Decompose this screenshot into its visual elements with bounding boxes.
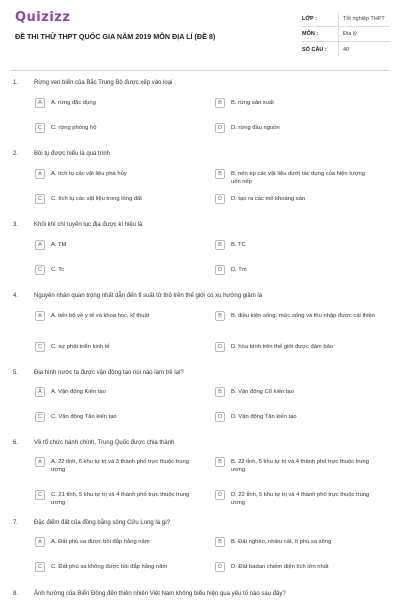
option-a[interactable]	[35, 98, 195, 108]
question-3	[10, 222, 390, 228]
option-text: C. Tc	[51, 267, 65, 273]
option-a[interactable]	[35, 240, 195, 250]
question-1	[10, 80, 390, 86]
option-d[interactable]	[215, 265, 375, 275]
option-c[interactable]	[35, 194, 195, 204]
option-letter-box: A	[35, 387, 45, 397]
meta-label: LỚP :	[302, 16, 317, 22]
option-letter-box: B	[215, 169, 225, 179]
meta-row-count	[302, 42, 390, 57]
option-b[interactable]	[215, 240, 375, 250]
question-number: 8.	[13, 591, 19, 597]
option-d[interactable]	[215, 412, 375, 422]
question-number: 4.	[13, 293, 19, 299]
option-text: C. Vận động Tân kiến tạo	[51, 414, 117, 420]
option-c[interactable]	[35, 562, 195, 572]
option-text: D. Đất badan chiếm diện tích lớn nhất	[231, 564, 329, 570]
option-a[interactable]	[35, 537, 195, 547]
question-text: Nguyên nhân quan trọng nhất dẫn đến tỉ suất tử thô trên thế giới có xu hướng giảm là	[34, 293, 263, 299]
option-c[interactable]	[35, 490, 195, 507]
meta-row-subject	[302, 27, 390, 42]
option-letter-box: D	[215, 562, 225, 572]
option-a[interactable]	[35, 387, 195, 397]
question-line	[10, 222, 390, 228]
option-letter-box: B	[215, 537, 225, 547]
quizizz-logo: Quizizz	[15, 10, 71, 25]
meta-value: Địa lý	[338, 27, 390, 41]
option-text: D. hòa bình trên thế giới được đảm bảo	[231, 344, 334, 350]
meta-label: MÔN :	[302, 31, 319, 37]
question-text: Ảnh hưởng của Biển Đông đến thiên nhiên Việt Nam không biểu hiện qua yếu tố nào sau đây?	[34, 591, 286, 597]
option-text: B. TC	[231, 242, 246, 248]
meta-label: SỐ CÂU :	[302, 46, 327, 53]
question-text: Khối khí chí tuyến lục địa được kí hiệu là	[34, 222, 143, 228]
option-text: D. tạo ra các mỏ khoáng sản	[231, 196, 306, 202]
option-text: D. Vận động Tân kiến tạo	[231, 414, 297, 420]
question-4	[10, 293, 390, 299]
option-letter-box: A	[35, 240, 45, 250]
option-d[interactable]	[215, 562, 375, 572]
option-text: A. tích tụ các vật liệu phá hủy	[51, 171, 127, 177]
option-b[interactable]	[215, 311, 375, 321]
question-number: 5.	[13, 370, 19, 376]
option-letter-box: C	[35, 265, 45, 275]
option-text: C. sự phát triển kinh tế	[51, 344, 110, 350]
question-line	[10, 591, 390, 597]
option-letter-box: B	[215, 311, 225, 321]
question-6	[10, 440, 390, 446]
question-text: Bồi tụ được hiểu là quá trình	[34, 151, 110, 157]
question-line	[10, 440, 390, 446]
option-letter-box: C	[35, 342, 45, 352]
question-number: 7.	[13, 520, 19, 526]
option-b[interactable]	[215, 537, 375, 547]
option-text: B. Đất nghèo, nhiều cát, ít phù sa sông	[231, 539, 332, 545]
option-text: D. 22 tỉnh, 5 khu tự trị và 4 thành phố trực thuộc trung ương	[231, 492, 370, 506]
option-c[interactable]	[35, 123, 195, 133]
option-letter-box: C	[35, 490, 45, 500]
option-text: B. Vận động Cổ kiến tạo	[231, 389, 294, 395]
option-c[interactable]	[35, 412, 195, 422]
option-letter-box: A	[35, 457, 45, 467]
question-text: Về tổ chức hành chính, Trung Quốc được chia thành	[34, 440, 175, 446]
question-line	[10, 80, 390, 86]
question-text: Rừng ven biển của Bắc Trung Bộ được xếp vào loại	[34, 80, 173, 86]
option-text: D. Tm	[231, 267, 247, 273]
question-number: 1.	[13, 80, 19, 86]
option-text: B. điều kiện sống, mức sống và thu nhập được cải thiện	[231, 313, 376, 319]
meta-value: 40	[338, 42, 390, 57]
option-letter-box: C	[35, 412, 45, 422]
option-letter-box: C	[35, 562, 45, 572]
option-letter-box: C	[35, 123, 45, 133]
option-letter-box: A	[35, 537, 45, 547]
question-2	[10, 151, 390, 157]
question-number: 6.	[13, 440, 19, 446]
question-8	[10, 591, 390, 597]
option-text: B. rừng sản xuất	[231, 100, 274, 106]
option-text: C. tích tụ các vật liệu trong lòng đất	[51, 196, 142, 202]
option-letter-box: B	[215, 387, 225, 397]
option-text: A. 22 tỉnh, 6 khu tự trị và 3 thành phố trực thuộc trung ương	[51, 459, 189, 473]
option-letter-box: D	[215, 265, 225, 275]
option-text: A. rừng đặc dụng	[51, 100, 96, 106]
option-letter-box: A	[35, 311, 45, 321]
option-letter-box: D	[215, 123, 225, 133]
option-d[interactable]	[215, 342, 375, 352]
option-c[interactable]	[35, 342, 195, 352]
question-line	[10, 520, 390, 526]
option-d[interactable]	[215, 194, 375, 204]
option-text: A. Đất phù sa được bồi đắp hằng năm	[51, 539, 150, 545]
option-letter-box: C	[35, 194, 45, 204]
question-text: Địa hình nước ta được vận động tạo núi nào làm trẻ lại?	[34, 370, 184, 376]
document-title: ĐỀ THI THỬ THPT QUỐC GIA NĂM 2019 MÔN ĐỊA LÍ (ĐỀ 8)	[15, 32, 216, 41]
option-a[interactable]	[35, 457, 195, 474]
question-7	[10, 520, 390, 526]
option-text: A. Vận động Kiến tạo	[51, 389, 106, 395]
question-number: 2.	[13, 151, 19, 157]
question-5	[10, 370, 390, 376]
question-line	[10, 370, 390, 376]
option-letter-box: D	[215, 342, 225, 352]
option-letter-box: A	[35, 98, 45, 108]
question-line	[10, 293, 390, 299]
meta-table	[302, 12, 390, 57]
option-text: C. rừng phòng hộ	[51, 125, 97, 131]
option-letter-box: D	[215, 412, 225, 422]
option-text: C. 21 tỉnh, 5 khu tự trị và 4 thành phố trực thuộc trung ương	[51, 492, 190, 506]
option-letter-box: D	[215, 194, 225, 204]
option-b[interactable]	[215, 98, 375, 108]
question-line	[10, 151, 390, 157]
header-divider	[10, 70, 390, 71]
option-a[interactable]	[35, 169, 195, 179]
option-text: C. Đất phù sa không được bồi đắp hằng năm	[51, 564, 168, 570]
option-text: A. TM	[51, 242, 67, 248]
option-d[interactable]	[215, 490, 375, 507]
option-letter-box: D	[215, 490, 225, 500]
option-letter-box: A	[35, 169, 45, 179]
option-text: A. tiến bộ về y tế và khoa học, kĩ thuật	[51, 313, 150, 319]
option-text: B. nén ép các vật liệu dưới tác dụng của hiện tượng uốn nếp	[231, 171, 365, 185]
option-text: D. rừng đầu nguồn	[231, 125, 280, 131]
option-letter-box: B	[215, 457, 225, 467]
meta-row-class	[302, 12, 390, 27]
option-c[interactable]	[35, 265, 195, 275]
question-number: 3.	[13, 222, 19, 228]
option-text: B. 22 tỉnh, 5 khu tự trị và 4 thành phố trực thuộc trung ương	[231, 459, 369, 473]
worksheet-header	[0, 0, 400, 70]
option-letter-box: B	[215, 98, 225, 108]
option-a[interactable]	[35, 311, 195, 321]
option-b[interactable]	[215, 169, 375, 186]
option-letter-box: B	[215, 240, 225, 250]
question-text: Đặc điểm đất của đồng bằng sông Cửu Long là gì?	[34, 520, 171, 526]
option-d[interactable]	[215, 123, 375, 133]
meta-value: Tốt nghiệp THPT	[338, 12, 390, 26]
option-b[interactable]	[215, 387, 375, 397]
option-b[interactable]	[215, 457, 375, 474]
